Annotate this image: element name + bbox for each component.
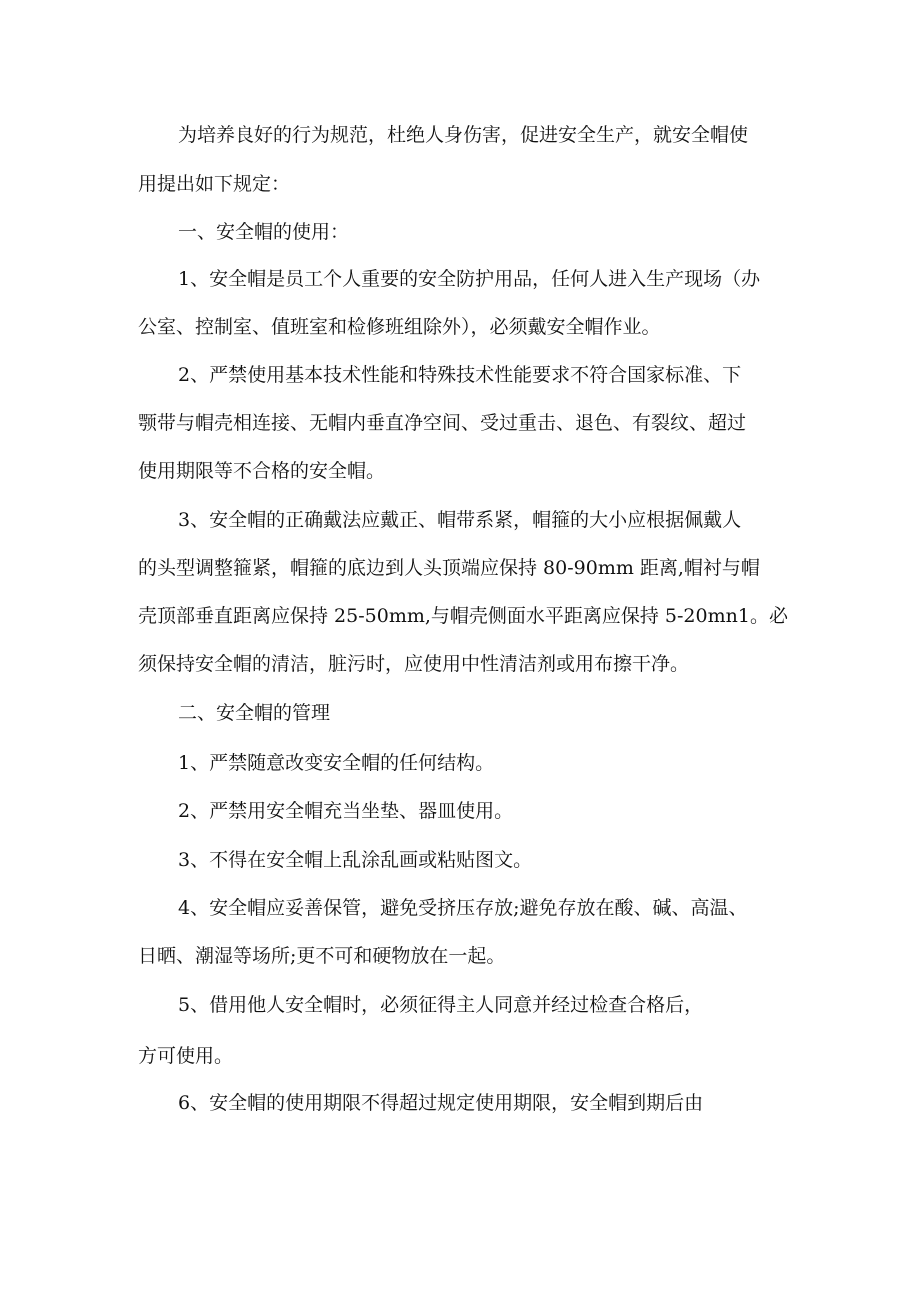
item-usage-3-line-3: 壳顶部垂直距离应保持 25-50mm,与帽壳侧面水平距离应保持 5-20mn1。必 — [138, 605, 788, 627]
item-usage-3-line-1: 3、安全帽的正确戴法应戴正、帽带系紧，帽箍的大小应根据佩戴人 — [178, 509, 742, 531]
item-usage-2-line-1: 2、严禁使用基本技术性能和特殊技术性能要求不符合国家标准、下 — [178, 364, 742, 386]
item-usage-3-line-2: 的头型调整箍紧，帽箍的底边到人头顶端应保持 80-90mm 距离,帽衬与帽 — [138, 557, 760, 579]
item-management-4-line-1: 4、安全帽应妥善保管，避免受挤压存放;避免存放在酸、碱、高温、 — [178, 897, 748, 919]
paragraph-intro-line-1: 为培养良好的行为规范，杜绝人身伤害，促进安全生产，就安全帽使 — [178, 124, 749, 146]
item-management-3: 3、不得在安全帽上乱涂乱画或粘贴图文。 — [178, 849, 533, 871]
paragraph-intro-line-2: 用提出如下规定： — [138, 173, 291, 195]
item-usage-1-line-1: 1、安全帽是员工个人重要的安全防护用品，任何人进入生产现场（办 — [178, 268, 761, 290]
item-management-5-line-2: 方可使用。 — [138, 1045, 234, 1067]
item-usage-1-line-2: 公室、控制室、值班室和检修班组除外），必须戴安全帽作业。 — [138, 316, 661, 338]
section-heading-usage: 一、安全帽的使用： — [178, 221, 350, 243]
item-usage-2-line-3: 使用期限等不合格的安全帽。 — [138, 460, 386, 482]
section-heading-management: 二、安全帽的管理 — [178, 702, 331, 724]
item-usage-2-line-2: 颚带与帽壳相连接、无帽内垂直净空间、受过重击、退色、有裂纹、超过 — [138, 412, 747, 434]
item-management-6-line-1: 6、安全帽的使用期限不得超过规定使用期限，安全帽到期后由 — [178, 1092, 704, 1114]
item-management-2: 2、严禁用安全帽充当坐垫、器皿使用。 — [178, 800, 514, 822]
item-management-5-line-1: 5、借用他人安全帽时，必须征得主人同意并经过检查合格后， — [178, 994, 704, 1016]
item-usage-3-line-4: 须保持安全帽的清洁，脏污时，应使用中性清洁剂或用布擦干净。 — [138, 653, 690, 675]
item-management-4-line-2: 日晒、潮湿等场所;更不可和硬物放在一起。 — [138, 945, 506, 967]
item-management-1: 1、严禁随意改变安全帽的任何结构。 — [178, 752, 495, 774]
